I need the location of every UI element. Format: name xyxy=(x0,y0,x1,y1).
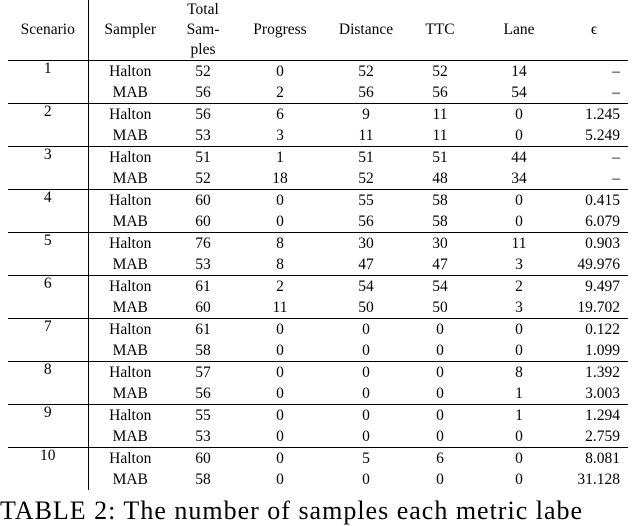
cell-total-samples: 52 xyxy=(195,62,211,80)
cell-epsilon: 1.392 xyxy=(585,363,620,381)
cell-total-samples: 60 xyxy=(195,212,211,230)
cell-progress: 0 xyxy=(276,212,284,230)
cell-distance: 50 xyxy=(358,298,374,316)
cell-total-samples: 56 xyxy=(195,105,211,123)
cell-total-samples: 57 xyxy=(195,363,211,381)
header-lane: Lane xyxy=(503,21,535,38)
table-row xyxy=(8,211,628,233)
cell-total-samples: 58 xyxy=(195,470,211,488)
cell-progress: 0 xyxy=(276,470,284,488)
cell-lane: 0 xyxy=(515,191,523,209)
cell-scenario: 8 xyxy=(8,362,88,384)
cell-scenario: 3 xyxy=(8,147,88,169)
cell-ttc: 0 xyxy=(436,341,444,359)
scenario-group xyxy=(8,233,628,276)
cell-scenario: 5 xyxy=(8,233,88,255)
cell-progress: 0 xyxy=(276,341,284,359)
cell-lane: 34 xyxy=(511,169,527,187)
cell-progress: 2 xyxy=(276,277,284,295)
cell-distance: 0 xyxy=(362,427,370,445)
cell-lane: 8 xyxy=(515,363,523,381)
cell-lane: 1 xyxy=(515,384,523,402)
cell-epsilon: 1.245 xyxy=(585,105,620,123)
cell-lane: 0 xyxy=(515,212,523,230)
cell-sampler: Halton xyxy=(109,105,152,123)
header-scenario: Scenario xyxy=(8,0,88,61)
cell-epsilon: 9.497 xyxy=(585,277,620,295)
cell-lane: 11 xyxy=(511,234,527,252)
cell-sampler: Halton xyxy=(109,320,152,338)
table-row xyxy=(8,254,628,276)
cell-progress: 8 xyxy=(276,255,284,273)
cell-lane: 3 xyxy=(515,298,523,316)
cell-scenario xyxy=(8,82,88,104)
cell-progress: 18 xyxy=(272,169,288,187)
cell-scenario: 9 xyxy=(8,405,88,427)
cell-distance: 30 xyxy=(358,234,374,252)
scenario-group xyxy=(8,61,628,104)
cell-epsilon: 0.903 xyxy=(585,234,620,252)
cell-total-samples: 60 xyxy=(195,449,211,467)
scenario-group xyxy=(8,448,628,491)
cell-ttc: 54 xyxy=(432,277,448,295)
cell-ttc: 0 xyxy=(436,406,444,424)
cell-scenario xyxy=(8,168,88,190)
cell-progress: 8 xyxy=(276,234,284,252)
cell-progress: 2 xyxy=(276,83,284,101)
cell-distance: 5 xyxy=(362,449,370,467)
cell-distance: 51 xyxy=(358,148,374,166)
cell-sampler: Halton xyxy=(109,277,152,295)
cell-distance: 0 xyxy=(362,363,370,381)
cell-sampler: MAB xyxy=(112,126,148,144)
cell-progress: 0 xyxy=(276,191,284,209)
cell-lane: 1 xyxy=(515,406,523,424)
cell-ttc: 0 xyxy=(436,470,444,488)
cell-scenario xyxy=(8,426,88,448)
cell-scenario xyxy=(8,211,88,233)
cell-epsilon: 0.415 xyxy=(585,191,620,209)
cell-sampler: Halton xyxy=(109,449,152,467)
cell-lane: 44 xyxy=(511,148,527,166)
table-row xyxy=(8,190,628,212)
cell-distance: 0 xyxy=(362,341,370,359)
cell-sampler: Halton xyxy=(109,234,152,252)
table-row xyxy=(8,147,628,169)
cell-progress: 11 xyxy=(272,298,288,316)
cell-scenario xyxy=(8,469,88,490)
cell-epsilon: 5.249 xyxy=(585,126,620,144)
cell-ttc: 0 xyxy=(436,384,444,402)
table-row xyxy=(8,168,628,190)
cell-ttc: 50 xyxy=(432,298,448,316)
cell-total-samples: 61 xyxy=(195,320,211,338)
cell-ttc: 58 xyxy=(432,191,448,209)
cell-lane: 3 xyxy=(515,255,523,273)
cell-epsilon: – xyxy=(612,83,620,101)
cell-sampler: MAB xyxy=(112,212,148,230)
table-row xyxy=(8,61,628,83)
cell-lane: 2 xyxy=(515,277,523,295)
table-row xyxy=(8,125,628,147)
cell-distance: 0 xyxy=(362,384,370,402)
cell-epsilon: 19.702 xyxy=(577,298,620,316)
cell-progress: 0 xyxy=(276,363,284,381)
cell-sampler: MAB xyxy=(112,470,148,488)
cell-epsilon: – xyxy=(612,62,620,80)
cell-epsilon: 0.122 xyxy=(585,320,620,338)
cell-sampler: MAB xyxy=(112,341,148,359)
cell-lane: 54 xyxy=(511,83,527,101)
cell-total-samples: 76 xyxy=(195,234,211,252)
cell-progress: 0 xyxy=(276,62,284,80)
table-header xyxy=(8,0,628,61)
cell-epsilon: 8.081 xyxy=(585,449,620,467)
cell-progress: 0 xyxy=(276,406,284,424)
cell-distance: 0 xyxy=(362,406,370,424)
cell-sampler: MAB xyxy=(112,427,148,445)
scenario-group xyxy=(8,190,628,233)
cell-distance: 0 xyxy=(362,470,370,488)
table-row xyxy=(8,340,628,362)
scenario-group xyxy=(8,362,628,405)
table-row xyxy=(8,362,628,384)
cell-sampler: MAB xyxy=(112,169,148,187)
cell-total-samples: 52 xyxy=(195,169,211,187)
cell-sampler: MAB xyxy=(112,298,148,316)
table-row xyxy=(8,405,628,427)
cell-lane: 0 xyxy=(515,320,523,338)
table-row xyxy=(8,448,628,470)
cell-distance: 52 xyxy=(358,169,374,187)
cell-ttc: 51 xyxy=(432,148,448,166)
cell-scenario: 4 xyxy=(8,190,88,212)
table-row xyxy=(8,319,628,341)
cell-distance: 55 xyxy=(358,191,374,209)
cell-distance: 56 xyxy=(358,212,374,230)
cell-scenario xyxy=(8,125,88,147)
cell-total-samples: 53 xyxy=(195,255,211,273)
cell-sampler: MAB xyxy=(112,255,148,273)
cell-scenario: 1 xyxy=(8,61,88,83)
cell-lane: 0 xyxy=(515,449,523,467)
cell-progress: 0 xyxy=(276,384,284,402)
cell-distance: 9 xyxy=(362,105,370,123)
results-table xyxy=(8,0,628,490)
table-row xyxy=(8,104,628,126)
cell-total-samples: 61 xyxy=(195,277,211,295)
cell-sampler: MAB xyxy=(112,83,148,101)
table-row xyxy=(8,426,628,448)
table-row xyxy=(8,469,628,490)
cell-total-samples: 56 xyxy=(195,384,211,402)
cell-scenario: 2 xyxy=(8,104,88,126)
table-row xyxy=(8,82,628,104)
cell-progress: 0 xyxy=(276,449,284,467)
cell-lane: 0 xyxy=(515,470,523,488)
cell-total-samples: 58 xyxy=(195,341,211,359)
cell-scenario: 10 xyxy=(8,448,88,470)
cell-ttc: 48 xyxy=(432,169,448,187)
scenario-group xyxy=(8,276,628,319)
cell-epsilon: 1.099 xyxy=(585,341,620,359)
cell-ttc: 11 xyxy=(432,126,448,144)
cell-epsilon: 49.976 xyxy=(577,255,620,273)
cell-progress: 0 xyxy=(276,427,284,445)
cell-lane: 0 xyxy=(515,341,523,359)
table-row xyxy=(8,383,628,405)
cell-progress: 6 xyxy=(276,105,284,123)
cell-sampler: Halton xyxy=(109,406,152,424)
cell-progress: 0 xyxy=(276,320,284,338)
scenario-group xyxy=(8,147,628,190)
cell-lane: 0 xyxy=(515,427,523,445)
header-progress: Progress xyxy=(253,21,307,38)
scenario-group xyxy=(8,104,628,147)
cell-epsilon: 6.079 xyxy=(585,212,620,230)
table-row xyxy=(8,276,628,298)
header-total-samples: Total Sam-ples xyxy=(186,1,220,58)
cell-progress: 3 xyxy=(276,126,284,144)
scenario-group xyxy=(8,319,628,362)
cell-scenario xyxy=(8,340,88,362)
header-ttc: TTC xyxy=(425,21,455,38)
cell-total-samples: 56 xyxy=(195,83,211,101)
table-caption: TABLE 2: The number of samples each metric labe xyxy=(0,496,584,525)
cell-ttc: 47 xyxy=(432,255,448,273)
cell-ttc: 56 xyxy=(432,83,448,101)
cell-epsilon: – xyxy=(612,148,620,166)
cell-sampler: Halton xyxy=(109,62,152,80)
cell-total-samples: 55 xyxy=(195,406,211,424)
cell-ttc: 30 xyxy=(432,234,448,252)
header-sampler: Sampler xyxy=(104,21,157,38)
cell-ttc: 6 xyxy=(436,449,444,467)
cell-ttc: 52 xyxy=(432,62,448,80)
cell-ttc: 0 xyxy=(436,363,444,381)
cell-scenario: 7 xyxy=(8,319,88,341)
cell-total-samples: 53 xyxy=(195,427,211,445)
header-distance: Distance xyxy=(338,21,394,38)
cell-total-samples: 53 xyxy=(195,126,211,144)
cell-progress: 1 xyxy=(276,148,284,166)
cell-total-samples: 60 xyxy=(195,191,211,209)
cell-sampler: Halton xyxy=(109,191,152,209)
cell-sampler: Halton xyxy=(109,363,152,381)
cell-distance: 52 xyxy=(358,62,374,80)
header-row xyxy=(8,0,628,61)
cell-lane: 0 xyxy=(515,105,523,123)
cell-scenario xyxy=(8,254,88,276)
cell-distance: 54 xyxy=(358,277,374,295)
scenario-group xyxy=(8,405,628,448)
cell-sampler: Halton xyxy=(109,148,152,166)
cell-scenario xyxy=(8,297,88,319)
cell-epsilon: – xyxy=(612,169,620,187)
cell-ttc: 0 xyxy=(436,427,444,445)
header-epsilon: ϵ xyxy=(590,21,598,38)
cell-lane: 0 xyxy=(515,126,523,144)
cell-epsilon: 31.128 xyxy=(577,470,620,488)
cell-sampler: MAB xyxy=(112,384,148,402)
cell-distance: 56 xyxy=(358,83,374,101)
cell-distance: 11 xyxy=(358,126,374,144)
cell-epsilon: 3.003 xyxy=(585,384,620,402)
cell-total-samples: 51 xyxy=(195,148,211,166)
cell-lane: 14 xyxy=(511,62,527,80)
cell-scenario: 6 xyxy=(8,276,88,298)
table-row xyxy=(8,297,628,319)
cell-epsilon: 2.759 xyxy=(585,427,620,445)
cell-ttc: 11 xyxy=(432,105,448,123)
cell-ttc: 0 xyxy=(436,320,444,338)
cell-total-samples: 60 xyxy=(195,298,211,316)
table-row xyxy=(8,233,628,255)
cell-epsilon: 1.294 xyxy=(585,406,620,424)
cell-distance: 0 xyxy=(362,320,370,338)
cell-scenario xyxy=(8,383,88,405)
cell-ttc: 58 xyxy=(432,212,448,230)
cell-distance: 47 xyxy=(358,255,374,273)
